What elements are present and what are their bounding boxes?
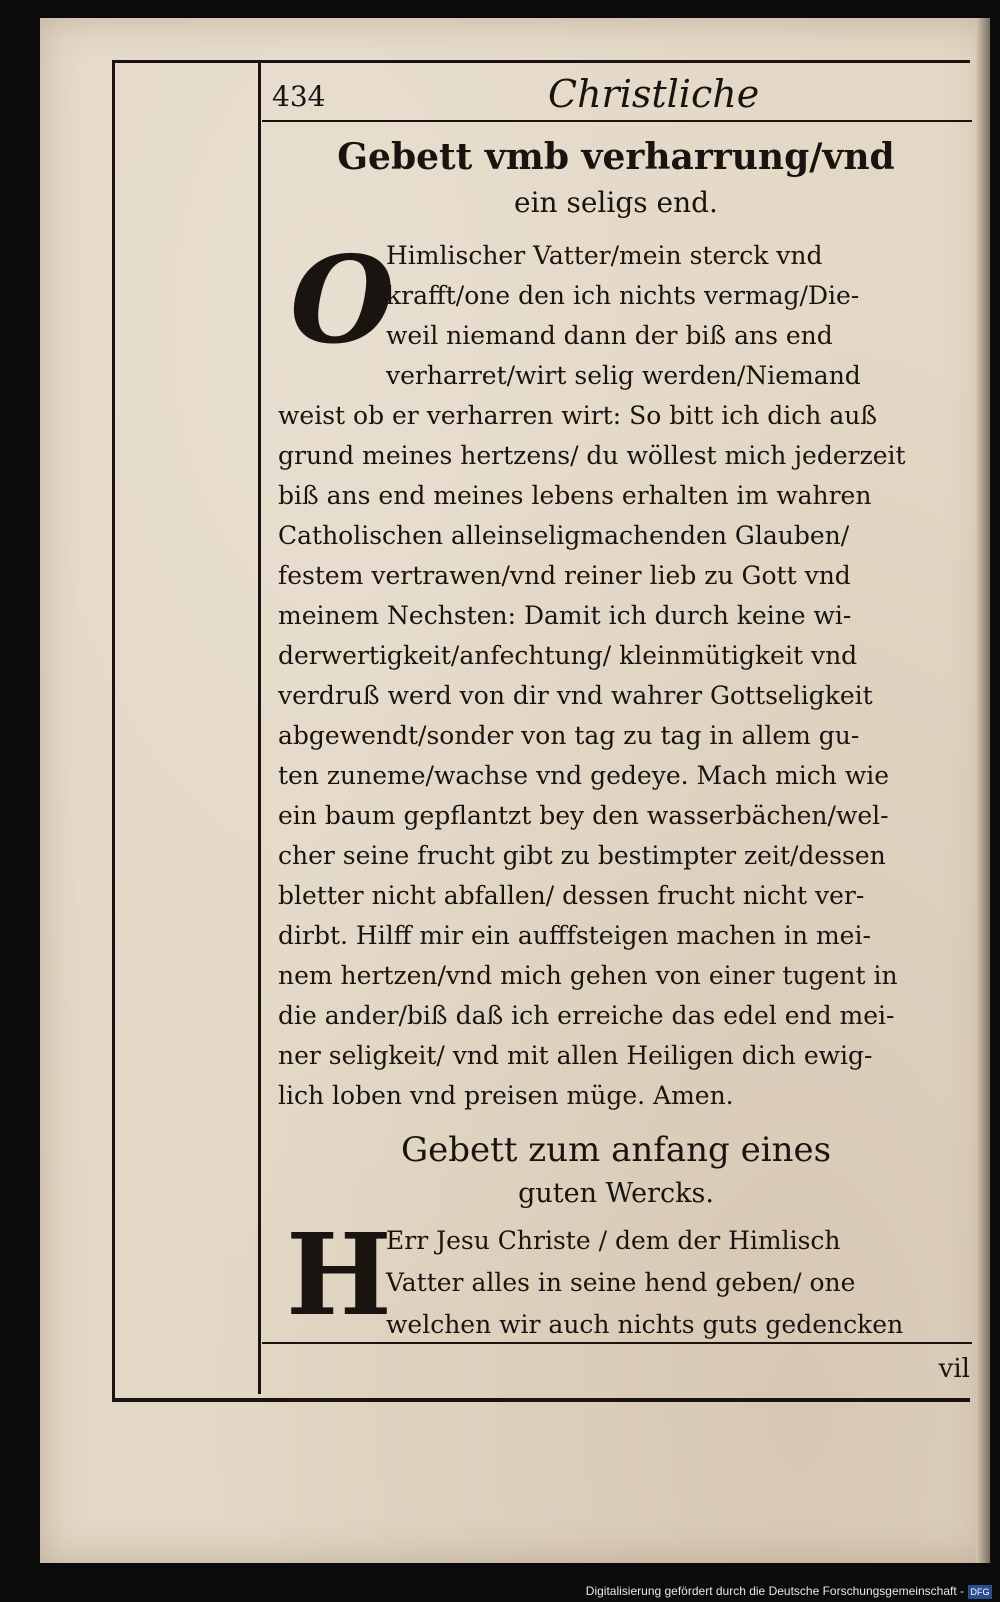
section2-title-line2: guten Wercks. (518, 1178, 714, 1209)
text-line: derwertigkeit/anfechtung/ kleinmütigkeit vnd (278, 641, 858, 670)
text-line: Err Jesu Christe / dem der Himlisch (386, 1226, 841, 1255)
text-block-left-rule (258, 62, 261, 1394)
text-line: Catholischen alleinseligmachenden Glauben/ (278, 521, 850, 550)
section2-title-line1: Gebett zum anfang eines (400, 1130, 832, 1170)
text-line: bletter nicht abfallen/ dessen frucht nicht ver- (278, 881, 865, 910)
page-edge (976, 18, 990, 1563)
running-head: Christliche (548, 72, 760, 116)
text-line: grund meines hertzens/ du wöllest mich jederzeit (278, 441, 906, 470)
text-line: Himlischer Vatter/mein sterck vnd (386, 241, 823, 270)
text-line: die ander/biß daß ich erreiche das edel end mei- (278, 1001, 895, 1030)
text-line: cher seine frucht gibt zu bestimpter zeit/dessen (278, 841, 886, 870)
text-line: meinem Nechsten: Damit ich durch keine wi- (278, 601, 852, 630)
header-rule (262, 120, 972, 122)
text-line: biß ans end meines lebens erhalten im wahren (278, 481, 872, 510)
dfg-logo-icon: DFG (968, 1585, 992, 1599)
digitization-credit: Digitalisierung gefördert durch die Deutsche Forschungsgemeinschaft - (585, 1584, 964, 1598)
text-line: dirbt. Hilff mir ein aufffsteigen machen in mei- (278, 921, 871, 950)
text-line: Vatter alles in seine hend geben/ one (386, 1268, 856, 1297)
frame-left-rule (112, 60, 115, 1400)
text-line: abgewendt/sonder von tag zu tag in allem gu- (278, 721, 860, 750)
page-number: 434 (272, 80, 326, 113)
section1-title-line1: Gebett vmb verharrung/vnd (337, 136, 895, 178)
text-line: ten zuneme/wachse vnd gedeye. Mach mich wie (278, 761, 890, 790)
text-line: nem hertzen/vnd mich gehen von einer tugent in (278, 961, 898, 990)
text-line: verdruß werd von dir vnd wahrer Gottseligkeit (278, 681, 873, 710)
text-line: krafft/one den ich nichts vermag/Die- (386, 281, 860, 310)
text-line: lich loben vnd preisen müge. Amen. (278, 1081, 734, 1110)
section2-drop-cap: H (286, 1210, 392, 1341)
frame-bottom-rule (112, 1398, 970, 1402)
text-line: festem vertrawen/vnd reiner lieb zu Gott vnd (278, 561, 851, 590)
text-line: weil niemand dann der biß ans end (386, 321, 833, 350)
text-line: verharret/wirt selig werden/Niemand (386, 361, 861, 390)
text-line: ein baum gepflantzt bey den wasserbächen/wel- (278, 801, 889, 830)
frame-top-rule (112, 60, 970, 63)
section1-title-line2: ein seligs end. (514, 186, 718, 219)
section2-body (278, 1220, 968, 1346)
section1-body (278, 230, 968, 1116)
catchword: vil (938, 1354, 970, 1384)
text-line: welchen wir auch nichts guts gedencken (386, 1310, 904, 1339)
text-line: weist ob er verharren wirt: So bitt ich dich auß (278, 401, 878, 430)
text-line: ner seligkeit/ vnd mit allen Heiligen dich ewig- (278, 1041, 873, 1070)
section1-drop-cap: O (290, 230, 395, 371)
